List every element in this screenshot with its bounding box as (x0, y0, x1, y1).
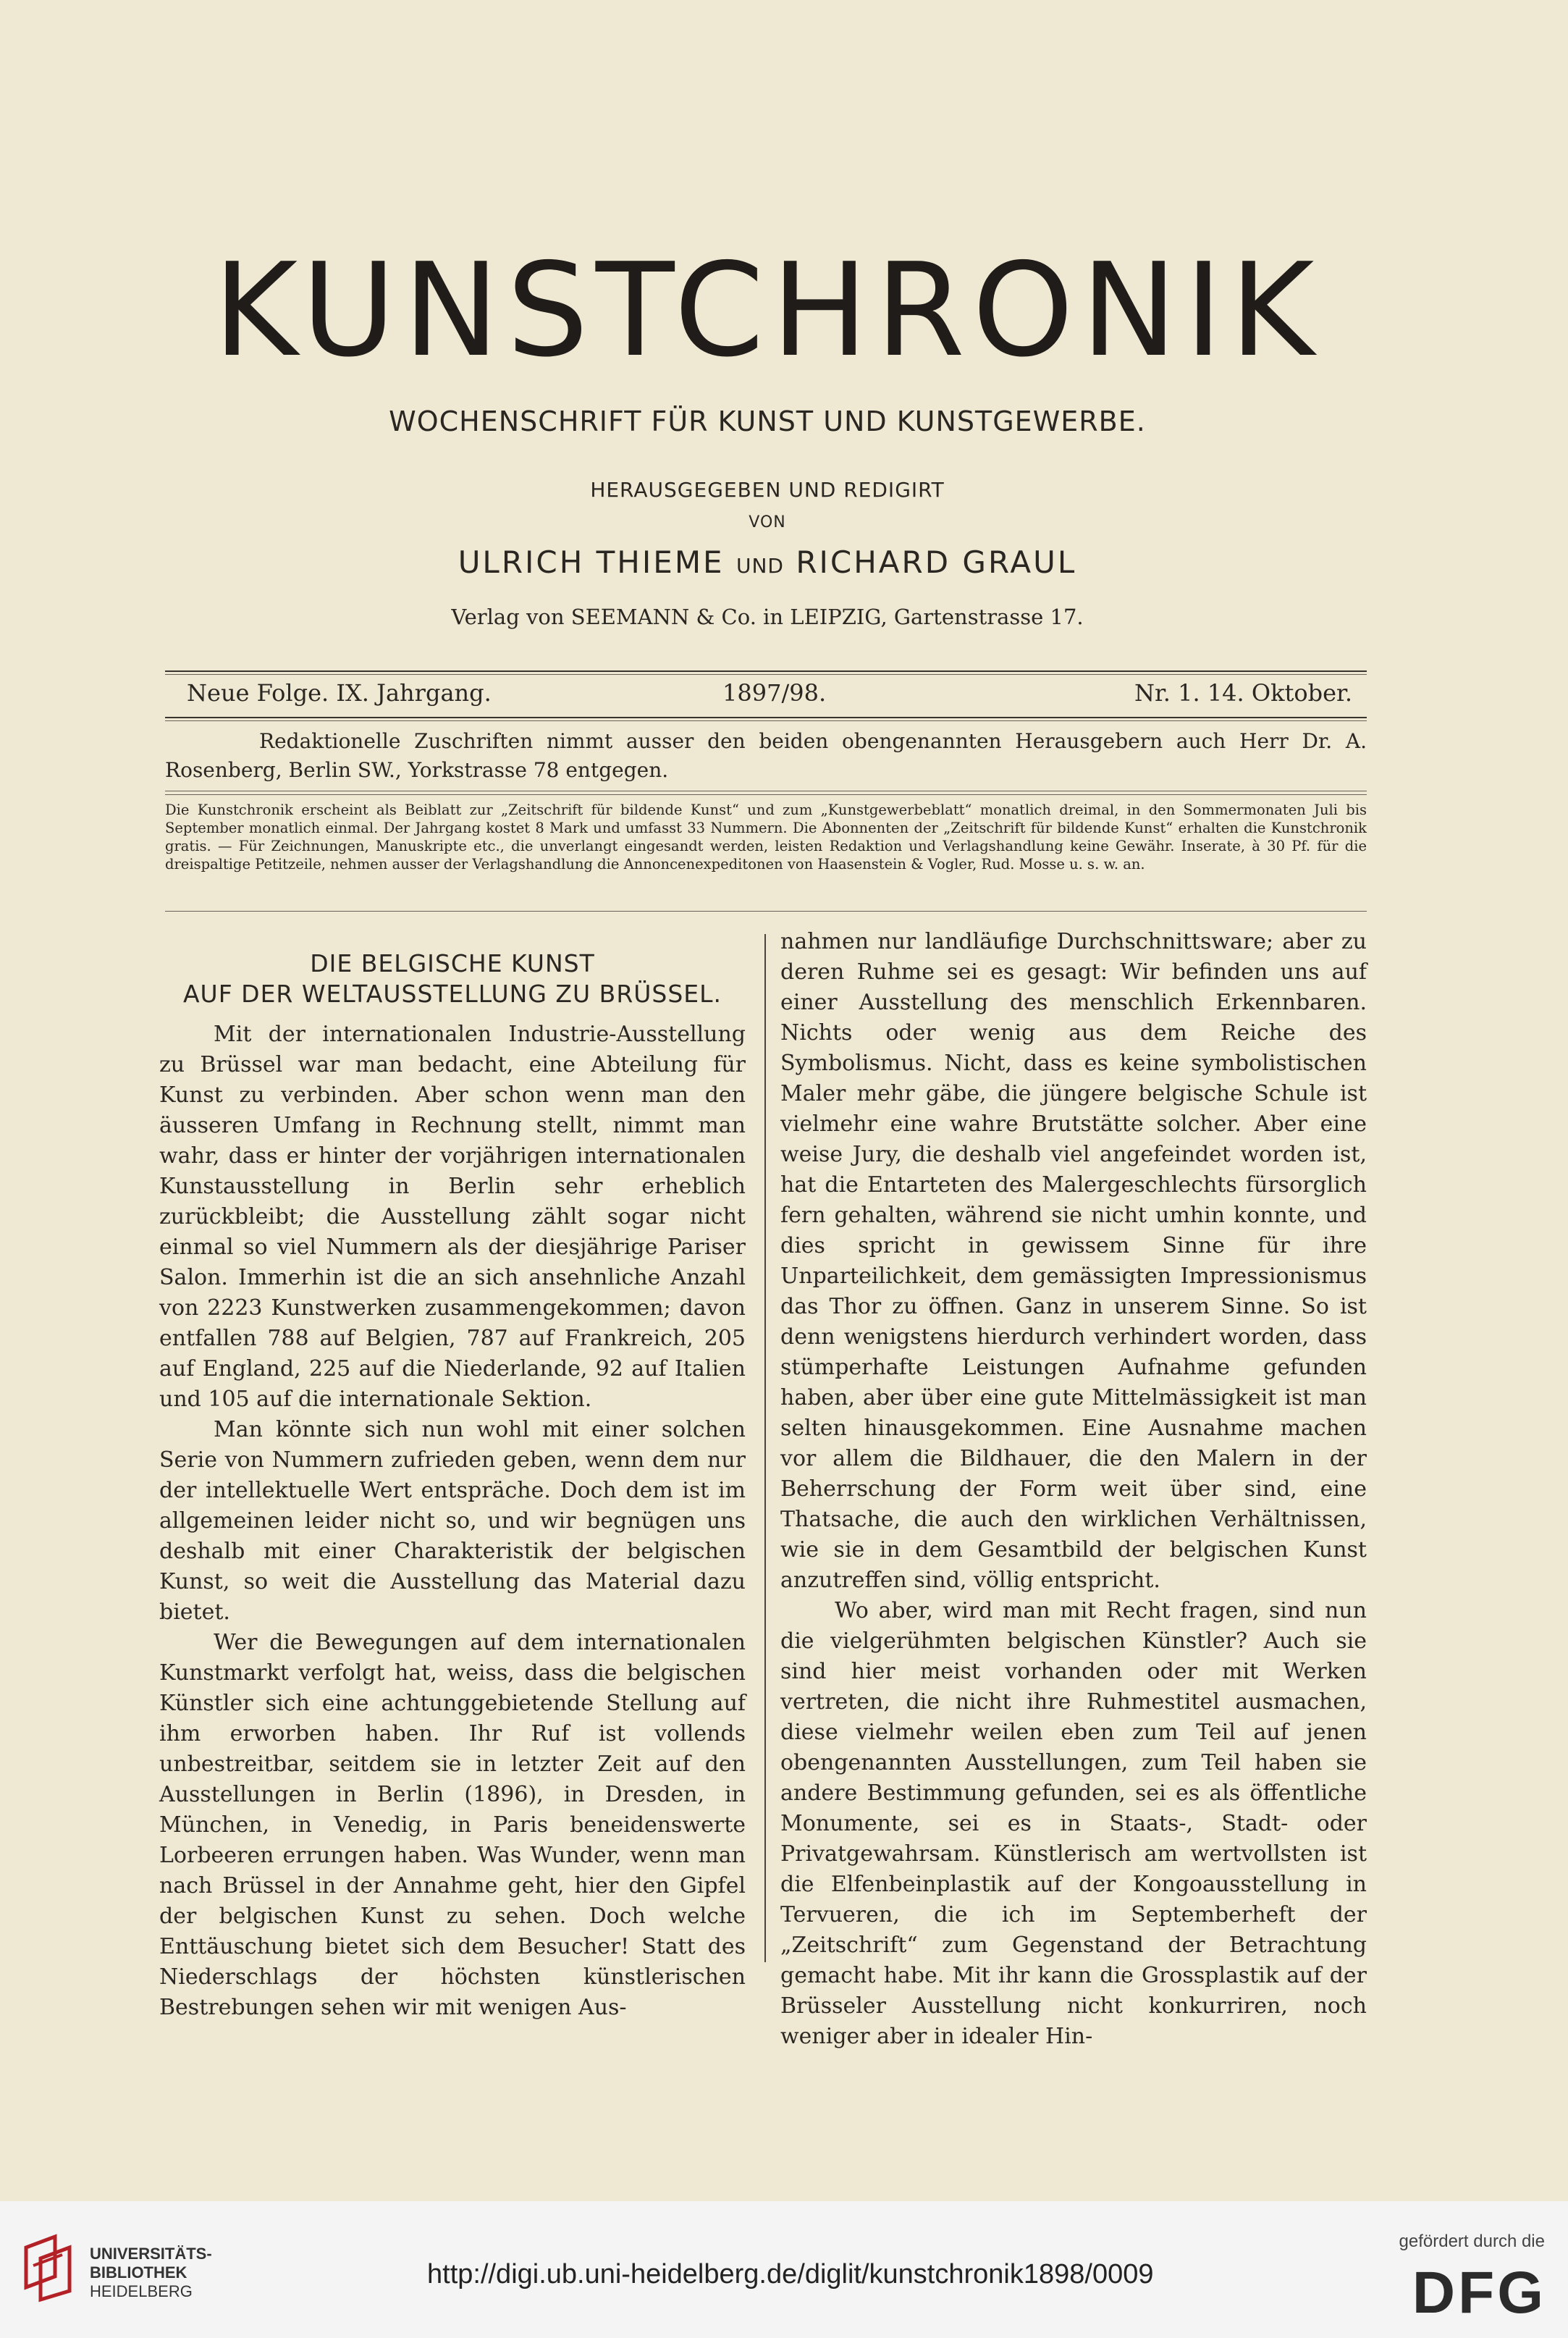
column-divider (764, 934, 766, 1962)
journal-title: KUNSTCHRONIK (213, 235, 1322, 385)
library-logo-icon (19, 2233, 80, 2303)
editors (159, 544, 1375, 580)
issue-rule-thin (165, 720, 1367, 721)
publisher-line: Verlag von SEEMANN & Co. in LEIPZIG, Gartenstrasse 17. (451, 605, 1084, 629)
note-rule-2 (165, 794, 1367, 795)
paragraph: Man könnte sich nun wohl mit einer solchen Serie von Nummern zufrieden geben, wenn dem nur der intellektuelle Wert entspräche. Doch dem ist im allgemeinen leider nicht so, und wir begnügen uns deshalb mit einer Charakteristik der belgischen Kunst, so weit die Ausstellung das Material dazu bietet. (159, 1417, 746, 1625)
subscription-rule (165, 911, 1367, 912)
masthead (159, 235, 1375, 629)
article-title-line2: AUF DER WELTAUSSTELLUNG ZU BRÜSSEL. (182, 980, 722, 1008)
article-title-line1: DIE BELGISCHE KUNST (310, 949, 595, 977)
dfg-logo: DFG (1412, 2260, 1546, 2326)
journal-subtitle: WOCHENSCHRIFT FÜR KUNST UND KUNSTGEWERBE. (389, 405, 1146, 437)
subscription-note: Die Kunstchronik erscheint als Beiblatt zur „Zeitschrift für bildende Kunst“ und zum „Kunstgewerbeblatt“ monatlich dreimal, in den Sommermonaten Juli bis September monatlich einmal. Der Jahrgang kostet 8 Mark und umfasst 33 Nummern. Die Abonnenten der „Zeitschrift für bildende Kunst“ erhalten die Kunstchronik gratis. — Für Zeichnungen, Manuskripte etc., die unverlangt eingesandt werden, leisten Redaktion und Verlagshandlung keine Gewähr. Inserate, à 30 Pf. für die dreispaltige Petitzeile, nehmen ausser der Verlagshandlung die Annoncenexpeditonen von Haasenstein & Vogler, Rud. Mosse u. s. w. an. (165, 802, 1367, 872)
editorial-note: Redaktionelle Zuschriften nimmt ausser den beiden obengenannten Herausgebern auch Herr Dr. A. Rosenberg, Berlin SW., Yorkstrasse 78 entgegen. (165, 729, 1367, 782)
source-url[interactable]: http://digi.ub.uni-heidelberg.de/diglit/kunstchronik1898/0009 (427, 2259, 1154, 2289)
paragraph: Mit der internationalen Industrie-Ausstellung zu Brüssel war man bedacht, eine Abteilung für Kunst zu verbinden. Aber schon wenn man den äusseren Umfang in Rechnung stellt, nimmt man wahr, dass er hinter der vorjährigen internationalen Kunstausstellung in Berlin sehr erheblich zurückbleibt; die Ausstellung zählt sogar nicht einmal so viel Nummern als der diesjährige Pariser Salon. Immerhin ist die an sich ansehnliche Anzahl von 2223 Kunstwerken zusammengekommen; davon entfallen 788 auf Belgien, 787 auf Frankreich, 205 auf England, 225 auf die Niederlande, 92 auf Italien und 105 auf die internationale Sektion. (159, 1022, 746, 1412)
paragraph: Wer die Bewegungen auf dem internationalen Kunstmarkt verfolgt hat, weiss, dass die belgischen Künstler sich eine achtunggebietende Stellung auf ihm erworben haben. Ihr Ruf ist vollends unbestreitbar, seitdem sie in letzter Zeit auf den Ausstellungen in Berlin (1896), in Dresden, in München, in Venedig, in Paris beneidenswerte Lorbeeren errungen haben. Was Wunder, wenn man nach Brüssel in der Annahme geht, hier den Gipfel der belgischen Kunst zu sehen. Doch welche Enttäuschung bietet sich dem Besucher! Statt des Niederschlags der höchsten künstlerischen Bestrebungen sehen wir mit wenigen Aus- (159, 1630, 746, 2020)
article-title (159, 949, 746, 1009)
issue-line (187, 679, 1352, 707)
editor-thieme: ULRICH THIEME (458, 544, 725, 580)
issue-rule (165, 717, 1367, 718)
footer-bar (0, 2201, 1568, 2338)
editors-label: HERAUSGEGEBEN UND REDIGIRT (590, 478, 945, 502)
funded-by-label: gefördert durch die (1399, 2232, 1545, 2251)
editor-graul: RICHARD GRAUL (796, 544, 1077, 580)
top-rule (165, 670, 1367, 672)
left-column (159, 927, 746, 2023)
paragraph: nahmen nur landläufige Durchschnittsware; aber zu deren Ruhme sei es gesagt: Wir befinden uns auf einer Ausstellung des menschlich Erkennbaren. Nichts oder wenig aus dem Reiche des Symbolismus. Nicht, dass es keine symbolistischen Maler mehr gäbe, die jüngere belgische Schule ist vielmehr eine wahre Brutstätte solcher. Aber eine weise Jury, die deshalb viel angefeindet worden ist, hat die Entarteten des Malergeschlechts fürsorglich fern gehalten, während sie nicht umhin konnte, und dies spricht in gewissem Sinne für ihre Unparteilichkeit, dem gemässigten Impressionismus das Thor zu öffnen. Ganz in unserem Sinne. So ist denn wenigstens hierdurch verhindert worden, dass stümperhafte Leistungen Aufnahme gefunden haben, aber über eine gute Mittelmässigkeit ist man selten hinausgekommen. Eine Ausnahme machen vor allem die Bildhauer, die den Malern in der Beherrschung der Form weit über sind, eine Thatsache, die auch den wirklichen Verhältnissen, wie sie in dem Gesamtbild der belgischen Kunst anzutreffen sind, völlig entspricht. (780, 929, 1367, 1593)
top-rule-thin (165, 674, 1367, 675)
paragraph: Wo aber, wird man mit Recht fragen, sind nun die vielgerühmten belgischen Künstler? Auch sie sind hier meist vorhanden oder mit Werken vertreten, die nicht ihre Ruhmestitel ausmachen, diese vielmehr weilen eben zum Teil auf jenen obengenannten Ausstellungen, zum Teil haben sie andere Bestimmung gefunden, sei es als öffentliche Monumente, sei es in Staats-, Stadt- oder Privatgewahrsam. Künstlerisch am wertvollsten ist die Elfenbeinplastik auf der Kongoausstellung in Tervueren, die ich im Septemberheft der „Zeitschrift“ zum Gegenstand der Betrachtung gemacht habe. Mit ihr kann die Grossplastik auf der Brüsseler Ausstellung nicht konkurriren, noch weniger aber in idealer Hin- (780, 1598, 1367, 2049)
article-columns (159, 927, 1383, 2049)
issue-series: Neue Folge. IX. Jahrgang. (187, 679, 492, 707)
issue-number: Nr. 1. 14. Oktober. (1134, 679, 1352, 707)
right-column (780, 927, 1367, 2052)
library-name: UNIVERSITÄTS- BIBLIOTHEK HEIDELBERG (90, 2245, 212, 2300)
issue-year: 1897/98. (722, 679, 827, 707)
und-label: UND (735, 554, 784, 578)
von-label: VON (749, 513, 786, 531)
